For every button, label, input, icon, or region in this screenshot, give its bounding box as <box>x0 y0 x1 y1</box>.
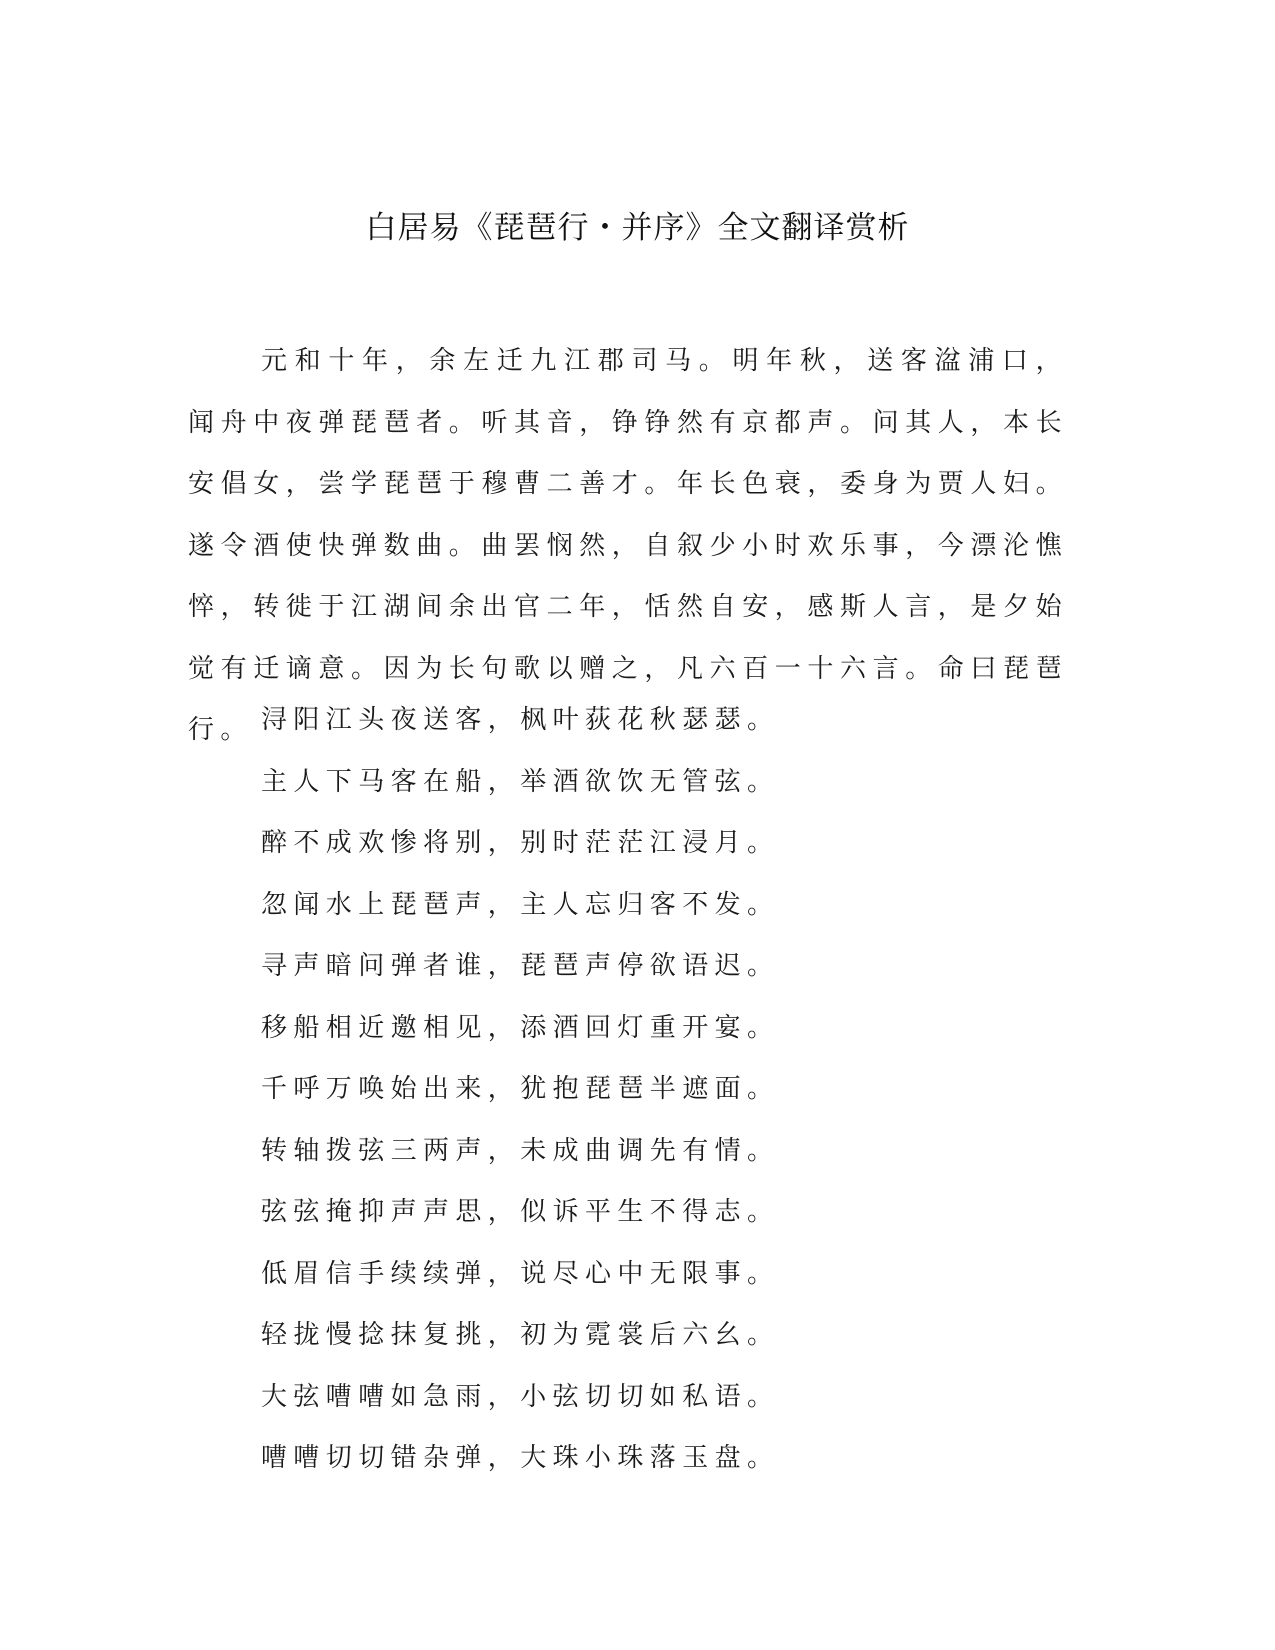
poem-line: 浔阳江头夜送客，枫叶荻花秋瑟瑟。 <box>261 705 780 735</box>
poem-line: 醉不成欢惨将别，别时茫茫江浸月。 <box>261 828 780 858</box>
poem-line: 千呼万唤始出来，犹抱琵琶半遮面。 <box>261 1074 780 1104</box>
poem-line: 弦弦掩抑声声思，似诉平生不得志。 <box>261 1197 780 1227</box>
poem-line: 移船相近邀相见，添酒回灯重开宴。 <box>261 1012 780 1043</box>
poem-line: 轻拢慢捻抹复挑，初为霓裳后六幺。 <box>261 1320 780 1350</box>
poem-line: 寻声暗问弹者谁，琵琶声停欲语迟。 <box>261 951 780 981</box>
poem-body <box>261 690 1081 1490</box>
poem-line: 大弦嘈嘈如急雨，小弦切切如私语。 <box>261 1381 780 1412</box>
document-title: 白居易《琵琶行・并序》全文翻译赏析 <box>365 210 910 246</box>
poem-line: 低眉信手续续弹，说尽心中无限事。 <box>261 1258 780 1289</box>
poem-line: 嘈嘈切切错杂弹，大珠小珠落玉盘。 <box>261 1443 780 1473</box>
poem-line: 转轴拨弦三两声，未成曲调先有情。 <box>261 1135 780 1166</box>
poem-line: 忽闻水上琵琶声，主人忘归客不发。 <box>261 889 780 920</box>
preface-paragraph: 元和十年，余左迁九江郡司马。明年秋，送客湓浦口，闻舟中夜弹琵琶者。听其音，铮铮然有京都声。问其人，本长安倡女，尝学琵琶于穆曹二善才。年长色衰，委身为贾人妇。遂令酒使快弹数曲。曲罢悯然，自叙少小时欢乐事，今漂沦憔悴，转徙于江湖间余出官二年，恬然自安，感斯人言，是夕始觉有迁谪意。因为长句歌以赠之，凡六百一十六言。命曰琵琶行。 <box>188 346 1068 745</box>
poem-line: 主人下马客在船，举酒欲饮无管弦。 <box>261 766 780 797</box>
